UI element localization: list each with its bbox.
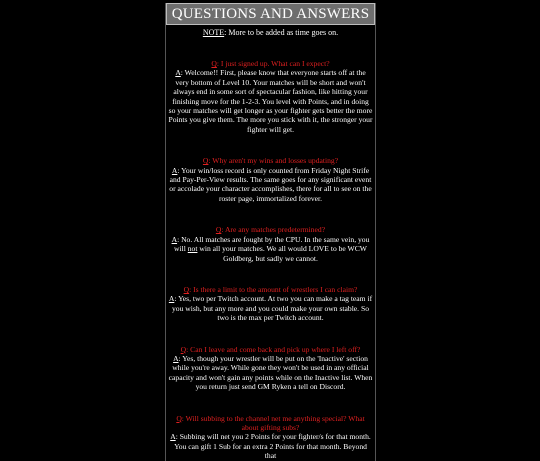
qa-item	[166, 345, 375, 392]
a-label: A	[168, 294, 175, 304]
question	[168, 225, 373, 234]
a-label: A	[175, 68, 181, 78]
note-label: NOTE	[202, 28, 225, 37]
note-text: : More to be added as time goes on.	[224, 28, 339, 37]
q-label: Q	[176, 413, 182, 423]
answer-text: : Welcome!! First, please know that everyone starts off at the very bottom of Level 10. Your matches will be short and won't always end in some sort of spectacular fashion, like hitting your finishing move for the 1-2-3. You level with Points, and in doing so your matches will get longer as your fighter gets better the more Points you give them. The more you stick with it, the stronger your fighter will get.	[168, 68, 373, 134]
answer	[168, 294, 373, 322]
answer-text: : Your win/loss record is only counted from Friday Night Strife and Pay-Per-View results. The same goes for any significant event or accolade your character accomplishes, there for all to see on the roster page, immortalized forever.	[169, 165, 372, 203]
qa-item	[166, 285, 375, 323]
a-label: A	[171, 234, 178, 244]
question	[168, 414, 373, 433]
q-label: Q	[215, 225, 222, 235]
page-title: QUESTIONS AND ANSWERS	[171, 5, 370, 22]
answer	[168, 235, 373, 263]
q-label: Q	[183, 284, 190, 294]
q-label: Q	[180, 344, 187, 354]
note	[166, 28, 375, 37]
question-text: : Why aren't my wins and losses updating?	[208, 156, 339, 166]
question-text: : Are any matches predetermined?	[221, 225, 326, 235]
question	[168, 345, 373, 354]
question-text: : Will subbing to the channel net me anything special? What about gifting subs?	[181, 413, 365, 432]
question	[168, 285, 373, 294]
qa-item	[166, 225, 375, 263]
question-text: : Can I leave and come back and pick up where I left off?	[186, 344, 361, 354]
a-label: A	[170, 432, 176, 442]
question-text: : I just signed up. What can I expect?	[216, 59, 330, 68]
answer-emphasis: not	[187, 244, 198, 254]
question-text: : Is there a limit to the amount of wrestlers I can claim?	[189, 284, 358, 294]
answer	[168, 354, 373, 392]
title-bar	[166, 3, 375, 25]
answer	[168, 432, 373, 460]
answer-text: : No. All matches are fought by the CPU. In the same vein, you will	[174, 234, 370, 254]
faq-page	[165, 3, 376, 461]
q-label: Q	[211, 59, 217, 68]
a-label: A	[173, 353, 179, 363]
answer	[168, 166, 373, 204]
answer-text: : Yes, though your wrestler will be put on the 'Inactive' section while you're away. While gone they won't be used in any official capacity and won't gain any points while on the Inactive list. When you return just send GM Ryken a tell on Discord.	[168, 353, 373, 392]
qa-item	[166, 59, 375, 134]
qa-item	[166, 414, 375, 461]
answer-text: win all your matches. We all would LOVE to be WCW Goldberg, but sadly we cannot.	[197, 244, 367, 263]
answer-text: : Yes, two per Twitch account. At two you can make a tag team if you wish, but any more and you could make your own stable. So two is the max per Twitch account.	[172, 294, 373, 323]
answer-text: : Subbing will net you 2 Points for your fighter/s for that month. You can gift 1 Sub for an extra 2 Points for that month. Beyond that	[174, 432, 371, 461]
question	[168, 59, 373, 68]
a-label: A	[171, 165, 178, 175]
question	[168, 156, 373, 165]
qa-item	[166, 156, 375, 203]
q-label: Q	[202, 156, 209, 166]
answer	[168, 68, 373, 134]
